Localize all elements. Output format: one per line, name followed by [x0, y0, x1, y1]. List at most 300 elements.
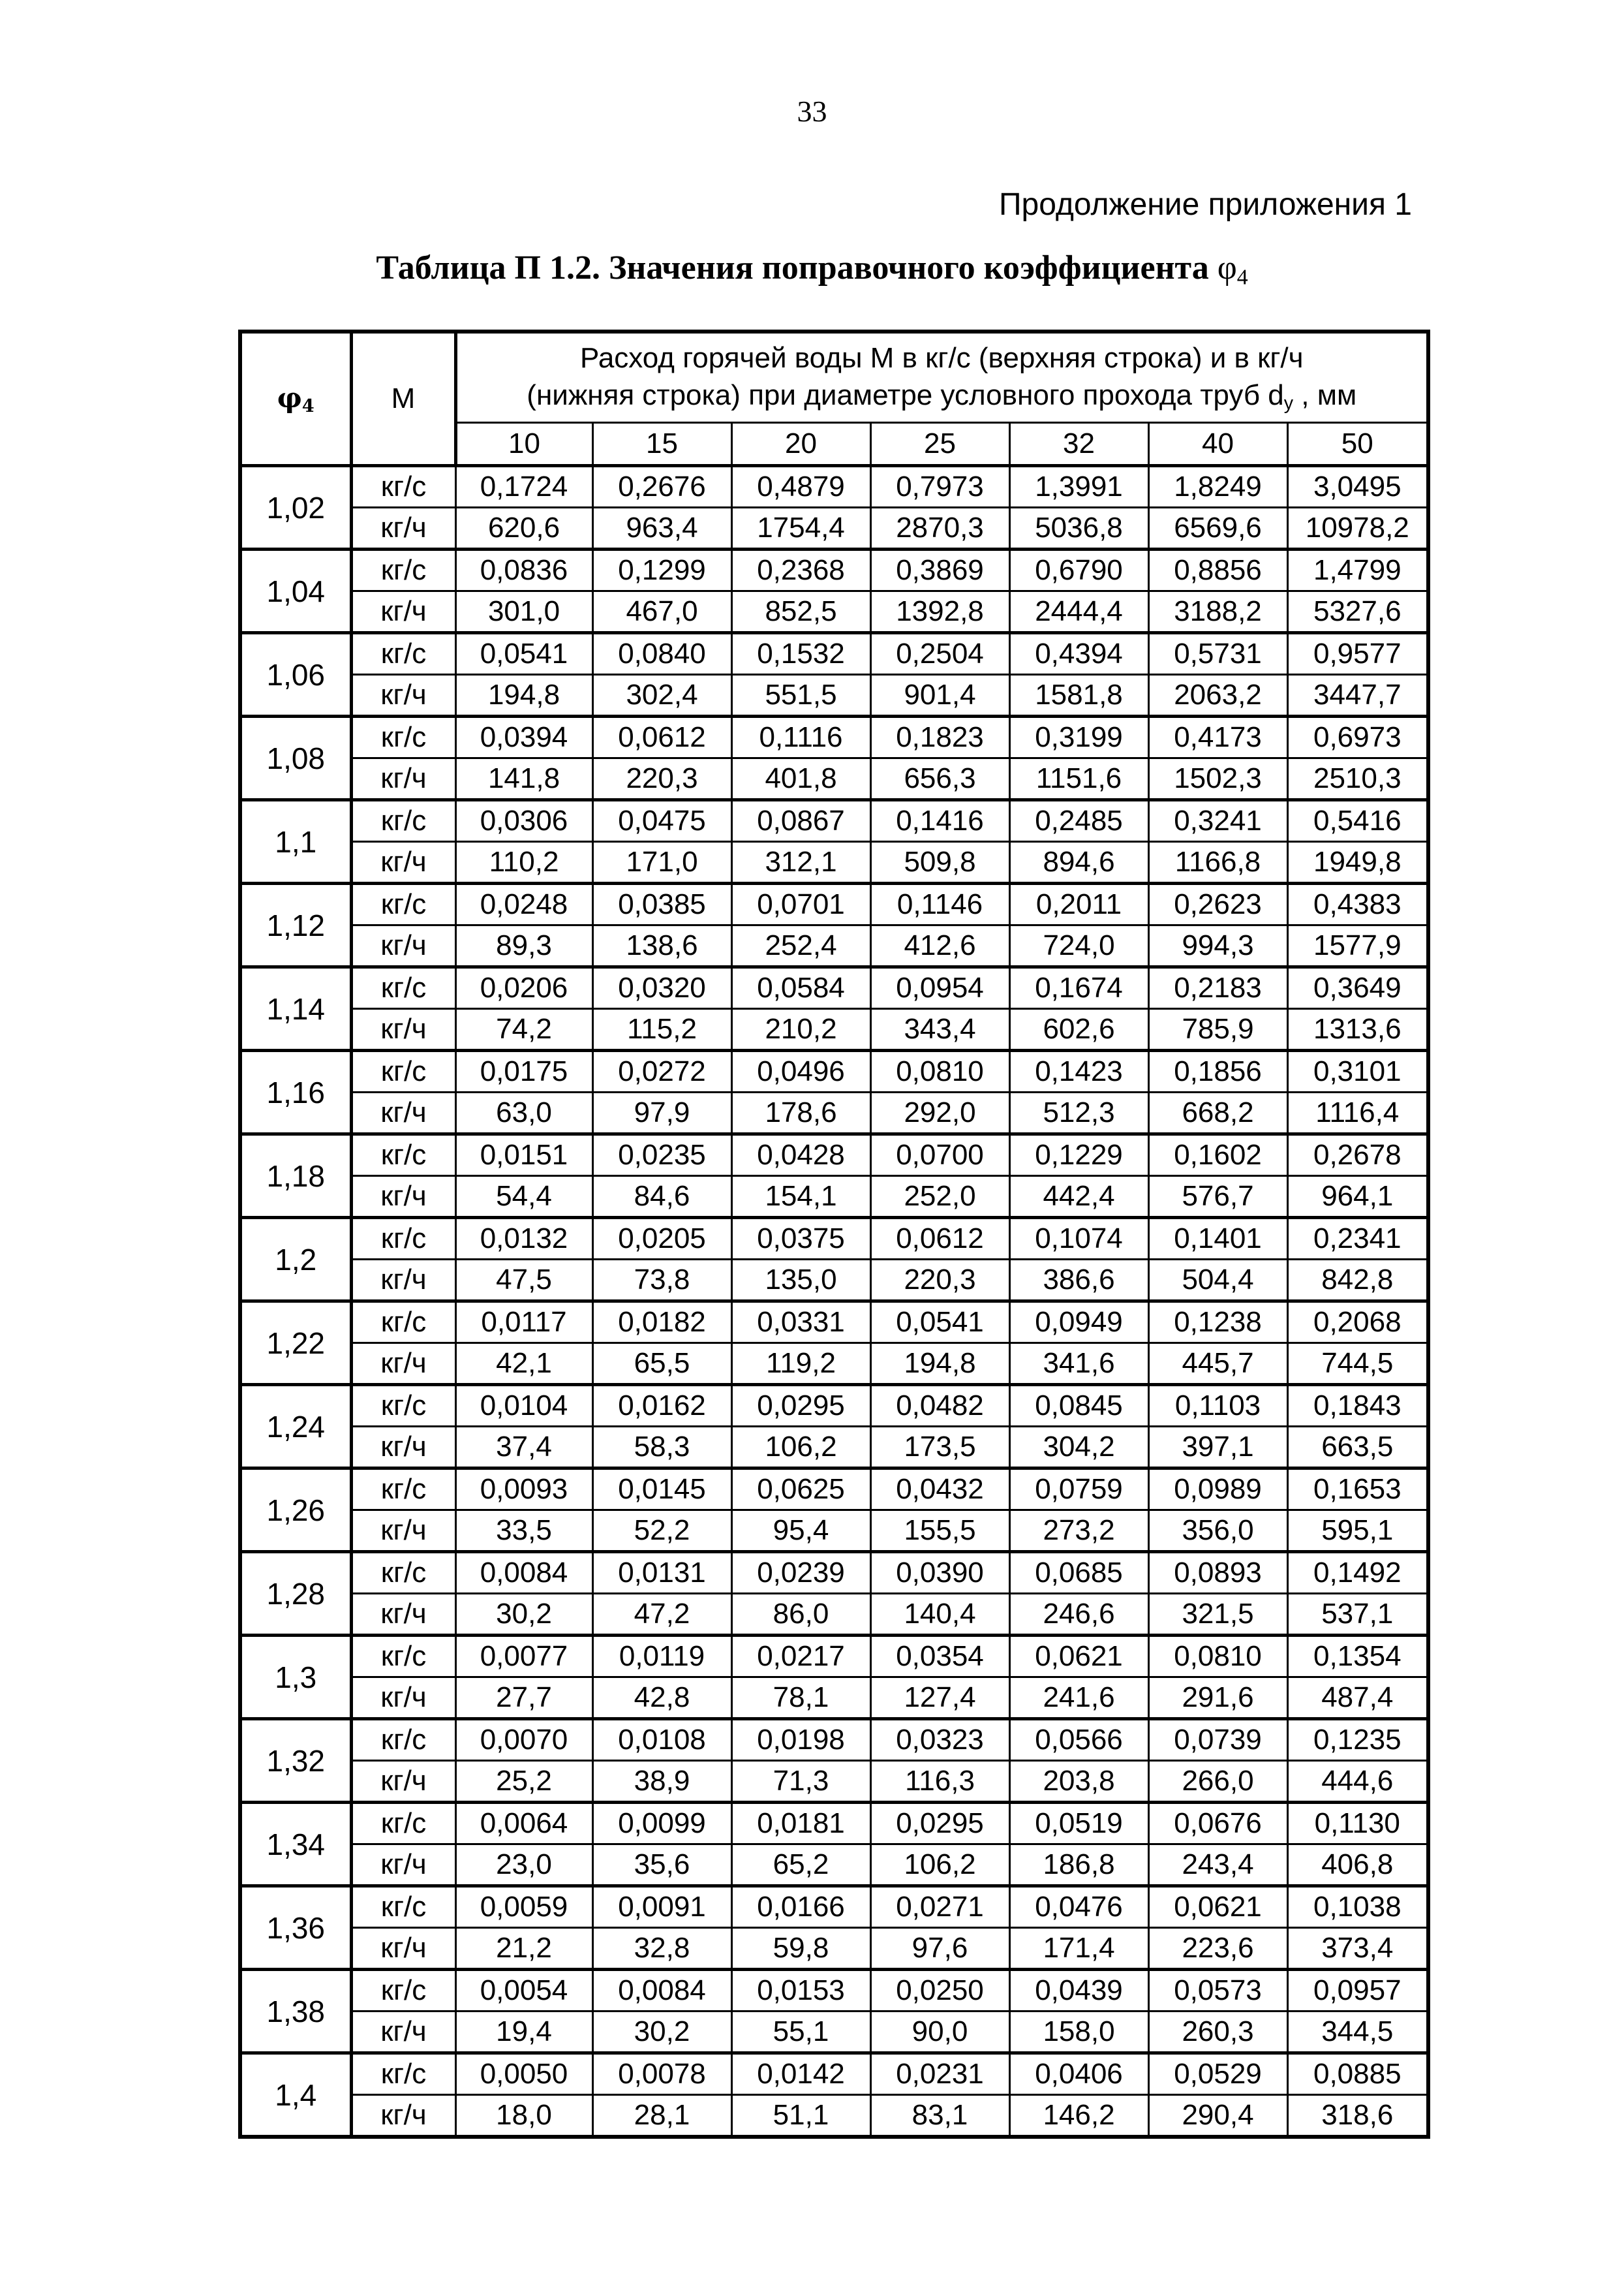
table-row: [240, 717, 1428, 758]
table-row: [240, 2095, 1428, 2137]
value-cell-kgs: 0,0584: [731, 967, 870, 1009]
value-cell-kgh: 30,2: [592, 2011, 731, 2053]
value-cell-kgh: 467,0: [592, 591, 731, 633]
value-cell-kgs: 0,0175: [455, 1051, 592, 1093]
value-cell-kgh: 54,4: [455, 1176, 592, 1218]
value-cell-kgs: 0,0153: [731, 1970, 870, 2011]
value-cell-kgs: 0,9577: [1287, 633, 1428, 675]
value-cell-kgs: 0,2485: [1009, 800, 1148, 842]
value-cell-kgh: 656,3: [870, 758, 1009, 800]
value-cell-kgs: 0,2504: [870, 633, 1009, 675]
value-cell-kgh: 291,6: [1148, 1677, 1287, 1719]
value-cell-kgh: 1754,4: [731, 508, 870, 550]
table-row: [240, 508, 1428, 550]
value-cell-kgh: 23,0: [455, 1844, 592, 1886]
value-cell-kgs: 0,2183: [1148, 967, 1287, 1009]
value-cell-kgh: 401,8: [731, 758, 870, 800]
value-cell-kgh: 537,1: [1287, 1594, 1428, 1636]
coefficient-cell: 1,22: [240, 1301, 351, 1385]
value-cell-kgs: 0,0954: [870, 967, 1009, 1009]
value-cell-kgh: 10978,2: [1287, 508, 1428, 550]
unit-cell-kgs: кг/с: [351, 1970, 455, 2011]
value-cell-kgh: 2510,3: [1287, 758, 1428, 800]
value-cell-kgh: 84,6: [592, 1176, 731, 1218]
value-cell-kgh: 38,9: [592, 1761, 731, 1803]
value-cell-kgh: 595,1: [1287, 1510, 1428, 1552]
value-cell-kgs: 0,0573: [1148, 1970, 1287, 2011]
value-cell-kgh: 260,3: [1148, 2011, 1287, 2053]
value-cell-kgh: 1949,8: [1287, 842, 1428, 884]
value-cell-kgh: 1151,6: [1009, 758, 1148, 800]
value-cell-kgh: 138,6: [592, 925, 731, 967]
value-cell-kgs: 0,1843: [1287, 1385, 1428, 1427]
coefficient-cell: 1,26: [240, 1468, 351, 1552]
value-cell-kgh: 90,0: [870, 2011, 1009, 2053]
value-cell-kgh: 27,7: [455, 1677, 592, 1719]
value-cell-kgh: 47,2: [592, 1594, 731, 1636]
value-cell-kgh: 312,1: [731, 842, 870, 884]
value-cell-kgs: 0,0217: [731, 1636, 870, 1677]
value-cell-kgh: 318,6: [1287, 2095, 1428, 2137]
value-cell-kgs: 0,0354: [870, 1636, 1009, 1677]
correction-coefficient-table: [238, 330, 1430, 2139]
value-cell-kgh: 512,3: [1009, 1093, 1148, 1134]
unit-cell-kgh: кг/ч: [351, 1510, 455, 1552]
value-cell-kgh: 343,4: [870, 1009, 1009, 1051]
value-cell-kgs: 0,2623: [1148, 884, 1287, 925]
value-cell-kgs: 0,5731: [1148, 633, 1287, 675]
value-cell-kgs: 0,0432: [870, 1468, 1009, 1510]
value-cell-kgh: 28,1: [592, 2095, 731, 2137]
value-cell-kgh: 994,3: [1148, 925, 1287, 967]
diameter-header: 15: [592, 423, 731, 466]
page-number: 33: [797, 95, 827, 128]
value-cell-kgh: 445,7: [1148, 1343, 1287, 1385]
value-cell-kgh: 412,6: [870, 925, 1009, 967]
coefficient-cell: 1,08: [240, 717, 351, 800]
table-row: [240, 1385, 1428, 1427]
value-cell-kgh: 1581,8: [1009, 675, 1148, 717]
table-row: [240, 1427, 1428, 1468]
value-cell-kgs: 0,0231: [870, 2053, 1009, 2095]
value-cell-kgh: 266,0: [1148, 1761, 1287, 1803]
value-cell-kgs: 0,0151: [455, 1134, 592, 1176]
table-row: [240, 758, 1428, 800]
value-cell-kgh: 252,0: [870, 1176, 1009, 1218]
unit-cell-kgh: кг/ч: [351, 925, 455, 967]
value-cell-kgh: 25,2: [455, 1761, 592, 1803]
unit-cell-kgh: кг/ч: [351, 1009, 455, 1051]
unit-cell-kgh: кг/ч: [351, 2095, 455, 2137]
value-cell-kgs: 0,0428: [731, 1134, 870, 1176]
coefficient-cell: 1,02: [240, 466, 351, 550]
value-cell-kgh: 141,8: [455, 758, 592, 800]
table-row: [240, 1803, 1428, 1844]
value-cell-kgs: 0,1653: [1287, 1468, 1428, 1510]
value-cell-kgh: 158,0: [1009, 2011, 1148, 2053]
value-cell-kgs: 0,0529: [1148, 2053, 1287, 2095]
value-cell-kgh: 106,2: [731, 1427, 870, 1468]
table-row: [240, 1552, 1428, 1594]
value-cell-kgs: 0,0331: [731, 1301, 870, 1343]
table-row: [240, 1844, 1428, 1886]
value-cell-kgh: 106,2: [870, 1844, 1009, 1886]
coefficient-cell: 1,04: [240, 550, 351, 633]
value-cell-kgs: 0,0117: [455, 1301, 592, 1343]
table-caption: [0, 251, 1624, 288]
value-cell-kgh: 576,7: [1148, 1176, 1287, 1218]
table-row: [240, 842, 1428, 884]
value-cell-kgh: 602,6: [1009, 1009, 1148, 1051]
value-cell-kgs: 0,0541: [455, 633, 592, 675]
coefficient-cell: 1,16: [240, 1051, 351, 1134]
value-cell-kgs: 3,0495: [1287, 466, 1428, 508]
value-cell-kgh: 155,5: [870, 1510, 1009, 1552]
value-cell-kgs: 0,1354: [1287, 1636, 1428, 1677]
value-cell-kgs: 0,0385: [592, 884, 731, 925]
value-cell-kgs: 0,1229: [1009, 1134, 1148, 1176]
value-cell-kgs: 0,0700: [870, 1134, 1009, 1176]
value-cell-kgs: 1,3991: [1009, 466, 1148, 508]
value-cell-kgs: 0,0295: [731, 1385, 870, 1427]
value-cell-kgs: 0,0104: [455, 1385, 592, 1427]
value-cell-kgh: 52,2: [592, 1510, 731, 1552]
value-cell-kgh: 119,2: [731, 1343, 870, 1385]
unit-cell-kgh: кг/ч: [351, 1761, 455, 1803]
value-cell-kgs: 1,8249: [1148, 466, 1287, 508]
table-row: [240, 1970, 1428, 2011]
diameter-header: 32: [1009, 423, 1148, 466]
value-cell-kgh: 186,8: [1009, 1844, 1148, 1886]
caption-phi-symbol: $\varphi_4$: [1217, 249, 1248, 290]
value-cell-kgh: 95,4: [731, 1510, 870, 1552]
value-cell-kgs: 0,0739: [1148, 1719, 1287, 1761]
value-cell-kgh: 140,4: [870, 1594, 1009, 1636]
value-cell-kgs: 0,1416: [870, 800, 1009, 842]
value-cell-kgh: 58,3: [592, 1427, 731, 1468]
value-cell-kgh: 963,4: [592, 508, 731, 550]
value-cell-kgh: 551,5: [731, 675, 870, 717]
value-cell-kgh: 30,2: [455, 1594, 592, 1636]
value-cell-kgs: 0,1532: [731, 633, 870, 675]
table-row: [240, 1009, 1428, 1051]
value-cell-kgh: 246,6: [1009, 1594, 1148, 1636]
value-cell-kgh: 668,2: [1148, 1093, 1287, 1134]
value-cell-kgs: 0,6973: [1287, 717, 1428, 758]
value-cell-kgs: 0,0108: [592, 1719, 731, 1761]
table-row: [240, 1260, 1428, 1301]
value-cell-kgs: 0,0132: [455, 1218, 592, 1260]
unit-cell-kgs: кг/с: [351, 1385, 455, 1427]
value-cell-kgh: 785,9: [1148, 1009, 1287, 1051]
value-cell-kgh: 220,3: [870, 1260, 1009, 1301]
value-cell-kgs: 0,1401: [1148, 1218, 1287, 1260]
value-cell-kgs: 0,0840: [592, 633, 731, 675]
value-cell-kgh: 97,6: [870, 1928, 1009, 1970]
unit-cell-kgs: кг/с: [351, 1134, 455, 1176]
value-cell-kgs: 0,0093: [455, 1468, 592, 1510]
table-row: [240, 1677, 1428, 1719]
value-cell-kgh: 1313,6: [1287, 1009, 1428, 1051]
value-cell-kgh: 344,5: [1287, 2011, 1428, 2053]
value-cell-kgs: 0,0119: [592, 1636, 731, 1677]
unit-cell-kgh: кг/ч: [351, 1176, 455, 1218]
value-cell-kgh: 210,2: [731, 1009, 870, 1051]
caption-text: Таблица П 1.2. Значения поправочного коэффициента: [376, 249, 1209, 287]
value-cell-kgs: 0,0198: [731, 1719, 870, 1761]
value-cell-kgs: 0,2341: [1287, 1218, 1428, 1260]
value-cell-kgs: 0,0676: [1148, 1803, 1287, 1844]
value-cell-kgs: 0,1235: [1287, 1719, 1428, 1761]
table-row: [240, 925, 1428, 967]
value-cell-kgs: 0,0077: [455, 1636, 592, 1677]
table-row: [240, 466, 1428, 508]
unit-cell-kgh: кг/ч: [351, 1844, 455, 1886]
value-cell-kgs: 0,1146: [870, 884, 1009, 925]
value-cell-kgh: 1392,8: [870, 591, 1009, 633]
value-cell-kgh: 1116,4: [1287, 1093, 1428, 1134]
value-cell-kgh: 304,2: [1009, 1427, 1148, 1468]
value-cell-kgs: 0,2678: [1287, 1134, 1428, 1176]
value-cell-kgh: 842,8: [1287, 1260, 1428, 1301]
unit-cell-kgs: кг/с: [351, 466, 455, 508]
value-cell-kgs: 0,0845: [1009, 1385, 1148, 1427]
value-cell-kgh: 397,1: [1148, 1427, 1287, 1468]
value-cell-kgs: 0,0893: [1148, 1552, 1287, 1594]
value-cell-kgs: 0,0099: [592, 1803, 731, 1844]
value-cell-kgh: 1502,3: [1148, 758, 1287, 800]
value-cell-kgs: 0,0142: [731, 2053, 870, 2095]
value-cell-kgs: 0,0810: [1148, 1636, 1287, 1677]
value-cell-kgs: 0,0406: [1009, 2053, 1148, 2095]
value-cell-kgh: 55,1: [731, 2011, 870, 2053]
value-cell-kgs: 0,0205: [592, 1218, 731, 1260]
table-row: [240, 633, 1428, 675]
value-cell-kgs: 0,0867: [731, 800, 870, 842]
coefficient-cell: 1,1: [240, 800, 351, 884]
value-cell-kgh: 223,6: [1148, 1928, 1287, 1970]
value-cell-kgh: 51,1: [731, 2095, 870, 2137]
value-cell-kgs: 0,1724: [455, 466, 592, 508]
value-cell-kgh: 241,6: [1009, 1677, 1148, 1719]
value-cell-kgh: 964,1: [1287, 1176, 1428, 1218]
value-cell-kgs: 0,0482: [870, 1385, 1009, 1427]
value-cell-kgs: 0,0496: [731, 1051, 870, 1093]
value-cell-kgh: 173,5: [870, 1427, 1009, 1468]
table-row: [240, 550, 1428, 591]
value-cell-kgs: 0,4394: [1009, 633, 1148, 675]
value-cell-kgh: 37,4: [455, 1427, 592, 1468]
coefficient-cell: 1,4: [240, 2053, 351, 2137]
value-cell-kgh: 373,4: [1287, 1928, 1428, 1970]
unit-cell-kgh: кг/ч: [351, 758, 455, 800]
value-cell-kgh: 65,2: [731, 1844, 870, 1886]
value-cell-kgh: 135,0: [731, 1260, 870, 1301]
value-cell-kgh: 86,0: [731, 1594, 870, 1636]
value-cell-kgs: 0,0084: [455, 1552, 592, 1594]
value-cell-kgh: 442,4: [1009, 1176, 1148, 1218]
table-row: [240, 1051, 1428, 1093]
value-cell-kgs: 0,1856: [1148, 1051, 1287, 1093]
value-cell-kgh: 83,1: [870, 2095, 1009, 2137]
value-cell-kgs: 0,1602: [1148, 1134, 1287, 1176]
table-row: [240, 2053, 1428, 2095]
value-cell-kgs: 0,0059: [455, 1886, 592, 1928]
value-cell-kgs: 0,0145: [592, 1468, 731, 1510]
value-cell-kgs: 0,0701: [731, 884, 870, 925]
unit-cell-kgs: кг/с: [351, 717, 455, 758]
value-cell-kgs: 0,0323: [870, 1719, 1009, 1761]
value-cell-kgs: 0,0248: [455, 884, 592, 925]
diameter-header: 50: [1287, 423, 1428, 466]
unit-cell-kgs: кг/с: [351, 2053, 455, 2095]
value-cell-kgh: 252,4: [731, 925, 870, 967]
value-cell-kgh: 444,6: [1287, 1761, 1428, 1803]
value-cell-kgs: 0,0439: [1009, 1970, 1148, 2011]
table-row: [240, 1761, 1428, 1803]
value-cell-kgs: 0,0271: [870, 1886, 1009, 1928]
value-cell-kgh: 504,4: [1148, 1260, 1287, 1301]
table-row: [240, 884, 1428, 925]
value-cell-kgs: 0,1074: [1009, 1218, 1148, 1260]
coefficient-cell: 1,2: [240, 1218, 351, 1301]
unit-cell-kgs: кг/с: [351, 1051, 455, 1093]
value-cell-kgh: 273,2: [1009, 1510, 1148, 1552]
coefficient-cell: 1,36: [240, 1886, 351, 1970]
unit-cell-kgs: кг/с: [351, 1636, 455, 1677]
value-cell-kgh: 203,8: [1009, 1761, 1148, 1803]
value-cell-kgs: 0,1130: [1287, 1803, 1428, 1844]
value-cell-kgs: 0,5416: [1287, 800, 1428, 842]
value-cell-kgs: 0,3199: [1009, 717, 1148, 758]
value-cell-kgs: 0,1423: [1009, 1051, 1148, 1093]
value-cell-kgs: 0,0131: [592, 1552, 731, 1594]
value-cell-kgh: 2063,2: [1148, 675, 1287, 717]
value-cell-kgs: 0,0519: [1009, 1803, 1148, 1844]
value-cell-kgs: 0,4173: [1148, 717, 1287, 758]
value-cell-kgh: 33,5: [455, 1510, 592, 1552]
value-cell-kgh: 292,0: [870, 1093, 1009, 1134]
coefficient-cell: 1,18: [240, 1134, 351, 1218]
value-cell-kgh: 47,5: [455, 1260, 592, 1301]
value-cell-kgs: 0,1674: [1009, 967, 1148, 1009]
table-row: [240, 800, 1428, 842]
value-cell-kgs: 0,0235: [592, 1134, 731, 1176]
unit-cell-kgh: кг/ч: [351, 2011, 455, 2053]
value-cell-kgh: 406,8: [1287, 1844, 1428, 1886]
value-cell-kgh: 73,8: [592, 1260, 731, 1301]
table-row: [240, 1218, 1428, 1260]
unit-cell-kgs: кг/с: [351, 967, 455, 1009]
value-cell-kgh: 302,4: [592, 675, 731, 717]
table-row: [240, 1636, 1428, 1677]
value-cell-kgs: 0,1038: [1287, 1886, 1428, 1928]
value-cell-kgs: 0,6790: [1009, 550, 1148, 591]
coefficient-cell: 1,12: [240, 884, 351, 967]
value-cell-kgs: 0,0050: [455, 2053, 592, 2095]
value-cell-kgs: 0,0621: [1009, 1636, 1148, 1677]
value-cell-kgh: 3188,2: [1148, 591, 1287, 633]
value-cell-kgs: 0,0239: [731, 1552, 870, 1594]
unit-cell-kgh: кг/ч: [351, 1427, 455, 1468]
value-cell-kgh: 341,6: [1009, 1343, 1148, 1385]
coefficient-cell: 1,3: [240, 1636, 351, 1719]
unit-cell-kgh: кг/ч: [351, 1093, 455, 1134]
value-cell-kgh: 2870,3: [870, 508, 1009, 550]
value-cell-kgs: 0,0375: [731, 1218, 870, 1260]
coefficient-cell: 1,38: [240, 1970, 351, 2053]
value-cell-kgh: 901,4: [870, 675, 1009, 717]
value-cell-kgh: 487,4: [1287, 1677, 1428, 1719]
value-cell-kgs: 0,0320: [592, 967, 731, 1009]
unit-cell-kgs: кг/с: [351, 633, 455, 675]
value-cell-kgs: 1,4799: [1287, 550, 1428, 591]
unit-cell-kgs: кг/с: [351, 1552, 455, 1594]
coefficient-cell: 1,24: [240, 1385, 351, 1468]
value-cell-kgh: 171,4: [1009, 1928, 1148, 1970]
value-cell-kgs: 0,2068: [1287, 1301, 1428, 1343]
coefficient-cell: 1,14: [240, 967, 351, 1051]
value-cell-kgh: 301,0: [455, 591, 592, 633]
table-row: [240, 1301, 1428, 1343]
unit-cell-kgh: кг/ч: [351, 1260, 455, 1301]
value-cell-kgs: 0,0957: [1287, 1970, 1428, 2011]
diameter-header: 10: [455, 423, 592, 466]
value-cell-kgs: 0,1823: [870, 717, 1009, 758]
value-cell-kgs: 0,0885: [1287, 2053, 1428, 2095]
phi-column-header: $\varphi_4$: [240, 332, 351, 466]
value-cell-kgh: 290,4: [1148, 2095, 1287, 2137]
flow-rate-description-header: Расход горячей воды М в кг/с (верхняя строка) и в кг/ч (нижняя строка) при диаметре условного прохода труб $d_у$ , мм: [455, 332, 1428, 423]
unit-cell-kgs: кг/с: [351, 1218, 455, 1260]
value-cell-kgh: 1166,8: [1148, 842, 1287, 884]
value-cell-kgh: 321,5: [1148, 1594, 1287, 1636]
value-cell-kgs: 0,0295: [870, 1803, 1009, 1844]
diameter-header: 20: [731, 423, 870, 466]
value-cell-kgh: 6569,6: [1148, 508, 1287, 550]
value-cell-kgh: 243,4: [1148, 1844, 1287, 1886]
value-cell-kgs: 0,0685: [1009, 1552, 1148, 1594]
table-row: [240, 1928, 1428, 1970]
table-row: [240, 967, 1428, 1009]
table-row: [240, 591, 1428, 633]
value-cell-kgs: 0,1103: [1148, 1385, 1287, 1427]
unit-cell-kgh: кг/ч: [351, 842, 455, 884]
value-cell-kgh: 146,2: [1009, 2095, 1148, 2137]
value-cell-kgs: 0,0206: [455, 967, 592, 1009]
coefficient-cell: 1,32: [240, 1719, 351, 1803]
value-cell-kgh: 194,8: [870, 1343, 1009, 1385]
value-cell-kgh: 509,8: [870, 842, 1009, 884]
value-cell-kgs: 0,2676: [592, 466, 731, 508]
value-cell-kgs: 0,1238: [1148, 1301, 1287, 1343]
unit-cell-kgs: кг/с: [351, 550, 455, 591]
unit-cell-kgs: кг/с: [351, 884, 455, 925]
value-cell-kgs: 0,0625: [731, 1468, 870, 1510]
unit-cell-kgs: кг/с: [351, 1301, 455, 1343]
unit-cell-kgh: кг/ч: [351, 591, 455, 633]
value-cell-kgh: 21,2: [455, 1928, 592, 1970]
value-cell-kgh: 63,0: [455, 1093, 592, 1134]
table-row: [240, 1886, 1428, 1928]
unit-cell-kgs: кг/с: [351, 1886, 455, 1928]
value-cell-kgh: 32,8: [592, 1928, 731, 1970]
unit-cell-kgh: кг/ч: [351, 508, 455, 550]
value-cell-kgh: 19,4: [455, 2011, 592, 2053]
value-cell-kgs: 0,3101: [1287, 1051, 1428, 1093]
value-cell-kgs: 0,4879: [731, 466, 870, 508]
coefficient-cell: 1,06: [240, 633, 351, 717]
